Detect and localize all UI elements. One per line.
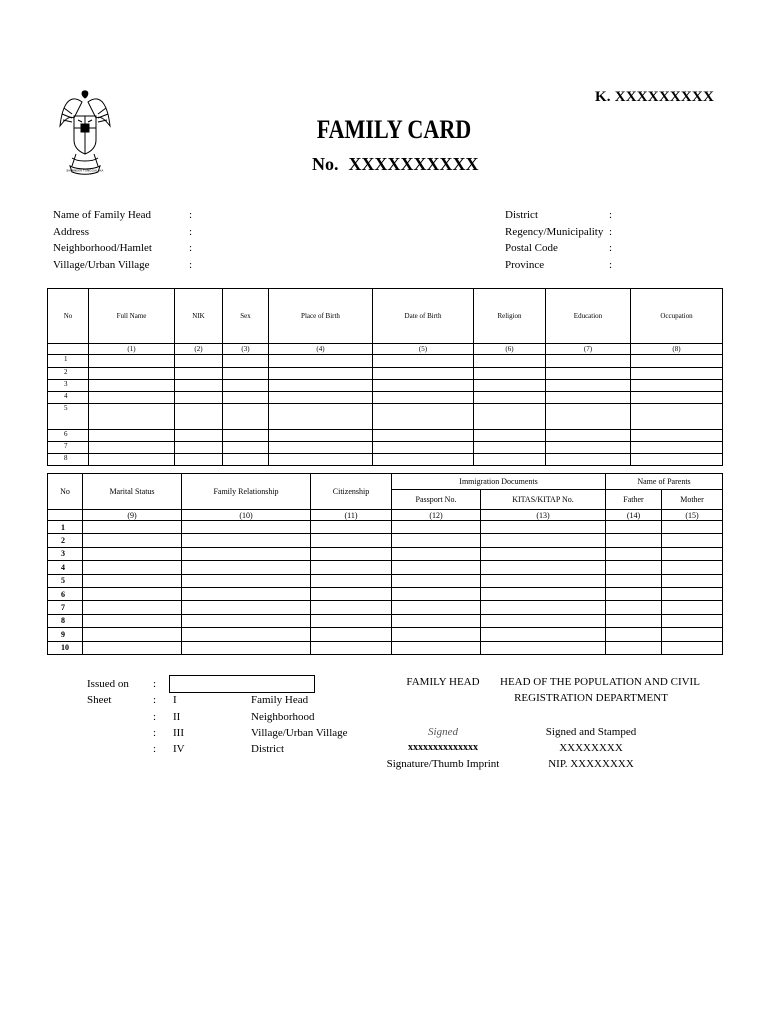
table-cell (606, 561, 662, 574)
table-cell (175, 368, 223, 380)
header-cell: Mother (662, 490, 723, 510)
table-cell (311, 614, 392, 627)
table-cell (373, 355, 474, 368)
table-cell (606, 534, 662, 547)
colon: : (153, 678, 157, 690)
table-cell (175, 380, 223, 392)
column-number-cell: (13) (481, 510, 606, 521)
header-cell: Father (606, 490, 662, 510)
info-label-regency: Regency/Municipality (505, 225, 604, 238)
row-number-cell: 9 (48, 628, 83, 641)
table-cell (392, 547, 481, 560)
header-cell: No (48, 474, 83, 510)
table-cell (373, 430, 474, 442)
table-cell (83, 601, 182, 614)
sheet-name: District (251, 743, 284, 755)
column-number-cell: (4) (269, 344, 373, 355)
info-right (505, 207, 635, 273)
table-cell (662, 601, 723, 614)
table-cell (269, 392, 373, 404)
table-cell (89, 404, 175, 430)
row-number-cell: 1 (48, 521, 83, 534)
table-cell (182, 534, 311, 547)
table-cell (546, 380, 631, 392)
table-cell (175, 430, 223, 442)
table-cell (392, 587, 481, 600)
colon: : (609, 258, 613, 271)
header-cell: Family Relationship (182, 474, 311, 510)
table-cell (474, 368, 546, 380)
table-cell (662, 574, 723, 587)
sheet-roman: II (173, 711, 181, 723)
table-cell (474, 355, 546, 368)
table-cell (182, 628, 311, 641)
info-label-province: Province (505, 258, 545, 271)
info-label-neighborhood: Neighborhood/Hamlet (53, 242, 152, 254)
header-cell: Name of Parents (606, 474, 723, 490)
column-number-cell: (6) (474, 344, 546, 355)
table-row (48, 380, 723, 392)
column-number-row (48, 344, 723, 355)
table-cell (89, 392, 175, 404)
table-cell (182, 547, 311, 560)
table-row (48, 355, 723, 368)
table-cell (481, 614, 606, 627)
table-cell (392, 521, 481, 534)
table-cell (175, 392, 223, 404)
colon: : (153, 743, 157, 755)
info-label-district: District (505, 209, 538, 221)
info-label-village: Village/Urban Village (53, 258, 150, 271)
table-cell (223, 380, 269, 392)
table-cell (89, 454, 175, 466)
table-cell (223, 404, 269, 430)
table-cell (631, 355, 723, 368)
header-cell: Passport No. (392, 490, 481, 510)
table-cell (606, 547, 662, 560)
row-number-cell: 1 (48, 355, 89, 368)
table-cell (481, 641, 606, 654)
colon: : (153, 711, 157, 723)
table-cell (392, 628, 481, 641)
table-cell (89, 380, 175, 392)
row-number-cell: 2 (48, 368, 89, 380)
column-number-cell (48, 510, 83, 521)
sheet-roman: IV (173, 743, 185, 755)
table-cell (373, 392, 474, 404)
svg-text:BHINNEKA TUNGGAL IKA: BHINNEKA TUNGGAL IKA (66, 168, 104, 173)
table-cell (89, 430, 175, 442)
header-cell: Education (546, 289, 631, 344)
column-number-row (48, 510, 723, 521)
row-number-cell: 4 (48, 561, 83, 574)
table-cell (89, 368, 175, 380)
table-cell (311, 641, 392, 654)
table-cell (662, 614, 723, 627)
header-cell: Date of Birth (373, 289, 474, 344)
table-cell (175, 454, 223, 466)
table-cell (269, 380, 373, 392)
table-cell (546, 355, 631, 368)
table-cell (83, 561, 182, 574)
issued-on-field[interactable] (169, 675, 315, 693)
table-row (48, 442, 723, 454)
row-number-cell: 7 (48, 601, 83, 614)
table-cell (182, 601, 311, 614)
table-cell (373, 404, 474, 430)
table-cell (606, 641, 662, 654)
column-number-cell: (3) (223, 344, 269, 355)
row-number-cell: 6 (48, 430, 89, 442)
table-cell (481, 574, 606, 587)
table-cell (83, 521, 182, 534)
table-cell (474, 430, 546, 442)
table-cell (546, 392, 631, 404)
table-cell (83, 547, 182, 560)
table-cell (631, 404, 723, 430)
department-name: XXXXXXXX (559, 742, 623, 754)
table-cell (606, 521, 662, 534)
table-row (48, 454, 723, 466)
card-number (312, 154, 479, 175)
column-number-cell: (2) (175, 344, 223, 355)
header-cell: Religion (474, 289, 546, 344)
table-cell (269, 404, 373, 430)
table-cell (481, 601, 606, 614)
table-cell (311, 574, 392, 587)
card-number-value: XXXXXXXXXX (348, 154, 479, 174)
table-cell (392, 574, 481, 587)
family-head-caption: Signature/Thumb Imprint (386, 758, 500, 770)
table-cell (89, 442, 175, 454)
table-row (48, 641, 723, 654)
table-cell (223, 355, 269, 368)
table-cell (175, 404, 223, 430)
table-cell (373, 380, 474, 392)
column-number-cell: (7) (546, 344, 631, 355)
table-cell (662, 547, 723, 560)
table-cell (311, 601, 392, 614)
colon: : (609, 225, 613, 238)
row-number-cell: 7 (48, 442, 89, 454)
table-cell (311, 561, 392, 574)
info-left (53, 207, 233, 273)
table-cell (182, 614, 311, 627)
family-members-table (47, 288, 723, 466)
row-number-cell: 2 (48, 534, 83, 547)
table-cell (223, 368, 269, 380)
family-head-name: xxxxxxxxxxxxxx (408, 742, 478, 753)
column-number-cell: (14) (606, 510, 662, 521)
table-cell (311, 534, 392, 547)
column-number-cell: (5) (373, 344, 474, 355)
header-cell: Place of Birth (269, 289, 373, 344)
header-cell: Sex (223, 289, 269, 344)
table-cell (83, 614, 182, 627)
table-cell (311, 628, 392, 641)
table-cell (631, 454, 723, 466)
sheet-name: Village/Urban Village (251, 727, 348, 739)
header-cell: Immigration Documents (392, 474, 606, 490)
row-number-cell: 4 (48, 392, 89, 404)
row-number-cell: 3 (48, 547, 83, 560)
header-cell: KITAS/KITAP No. (481, 490, 606, 510)
column-number-cell: (1) (89, 344, 175, 355)
table-cell (631, 368, 723, 380)
table-cell (481, 521, 606, 534)
table-cell (606, 587, 662, 600)
table-cell (474, 454, 546, 466)
table-row (48, 561, 723, 574)
info-label-family-head: Name of Family Head (53, 209, 152, 221)
table-cell (481, 628, 606, 641)
column-number-cell: (11) (311, 510, 392, 521)
table-cell (481, 534, 606, 547)
table-cell (83, 534, 182, 547)
table-cell (269, 430, 373, 442)
table-cell (474, 442, 546, 454)
info-label-address: Address (53, 225, 90, 238)
table-cell (89, 355, 175, 368)
department-title-line2: REGISTRATION DEPARTMENT (514, 692, 668, 704)
table-cell (83, 574, 182, 587)
k-number: K. XXXXXXXXX (594, 89, 714, 105)
table-cell (631, 442, 723, 454)
row-number-cell: 3 (48, 380, 89, 392)
table-cell (546, 442, 631, 454)
colon: : (609, 209, 613, 221)
colon: : (153, 694, 157, 706)
table-cell (546, 454, 631, 466)
table-cell (474, 380, 546, 392)
table-cell (269, 368, 373, 380)
table-cell (631, 380, 723, 392)
column-number-cell (48, 344, 89, 355)
table-cell (662, 641, 723, 654)
table-row (48, 521, 723, 534)
family-head-title: FAMILY HEAD (406, 676, 480, 688)
table-header-row (48, 289, 723, 344)
table-row (48, 628, 723, 641)
table-cell (606, 601, 662, 614)
table-cell (269, 442, 373, 454)
table-row (48, 404, 723, 430)
sheet-name: Neighborhood (251, 711, 315, 723)
table-cell (662, 587, 723, 600)
colon: : (189, 209, 193, 221)
table-cell (83, 628, 182, 641)
table-row (48, 601, 723, 614)
table-cell (182, 587, 311, 600)
page-title: FAMILY CARD (316, 115, 472, 144)
row-number-cell: 5 (48, 404, 89, 430)
table-cell (546, 430, 631, 442)
table-cell (175, 442, 223, 454)
header-cell: No (48, 289, 89, 344)
table-cell (631, 430, 723, 442)
issued-on-label: Issued on (87, 678, 129, 690)
table-cell (373, 454, 474, 466)
colon: : (153, 727, 157, 739)
colon: : (189, 242, 193, 254)
table-cell (182, 521, 311, 534)
table-cell (392, 601, 481, 614)
row-number-cell: 6 (48, 587, 83, 600)
row-number-cell: 5 (48, 574, 83, 587)
department-nip: NIP. XXXXXXXX (548, 758, 634, 770)
department-title-line1: HEAD OF THE POPULATION AND CIVIL (500, 676, 700, 688)
table-row (48, 587, 723, 600)
header-cell: NIK (175, 289, 223, 344)
header-cell: Full Name (89, 289, 175, 344)
table-cell (269, 454, 373, 466)
row-number-cell: 10 (48, 641, 83, 654)
table-cell (392, 614, 481, 627)
table-cell (481, 561, 606, 574)
table-row (48, 534, 723, 547)
column-number-cell: (8) (631, 344, 723, 355)
table-cell (392, 534, 481, 547)
table-cell (182, 561, 311, 574)
family-details-table (47, 473, 723, 655)
sheet-name: Family Head (251, 694, 309, 706)
table-cell (631, 392, 723, 404)
table-cell (83, 641, 182, 654)
table-cell (311, 587, 392, 600)
table-cell (223, 392, 269, 404)
table-cell (481, 547, 606, 560)
table-cell (392, 561, 481, 574)
header-cell: Marital Status (83, 474, 182, 510)
header-cell: Citizenship (311, 474, 392, 510)
family-head-signed: Signed (428, 726, 458, 738)
table-cell (223, 430, 269, 442)
table-row (48, 392, 723, 404)
colon: : (609, 242, 613, 254)
department-signed: Signed and Stamped (545, 726, 637, 738)
sheet-label: Sheet (87, 694, 112, 706)
table-row (48, 574, 723, 587)
table-row (48, 430, 723, 442)
card-number-label: No. (312, 154, 339, 174)
row-number-cell: 8 (48, 614, 83, 627)
sheet-roman: III (173, 727, 184, 739)
table-cell (269, 355, 373, 368)
sheet-roman: I (173, 694, 177, 706)
table-cell (481, 587, 606, 600)
table-cell (223, 454, 269, 466)
table-cell (392, 641, 481, 654)
table-cell (311, 521, 392, 534)
row-number-cell: 8 (48, 454, 89, 466)
header-cell: Occupation (631, 289, 723, 344)
colon: : (189, 258, 193, 271)
table-cell (474, 404, 546, 430)
table-cell (662, 534, 723, 547)
column-number-cell: (15) (662, 510, 723, 521)
info-label-postal-code: Postal Code (505, 242, 558, 254)
table-cell (662, 561, 723, 574)
table-row (48, 368, 723, 380)
table-cell (182, 641, 311, 654)
table-header-row (48, 474, 723, 490)
table-cell (175, 355, 223, 368)
table-cell (606, 614, 662, 627)
column-number-cell: (10) (182, 510, 311, 521)
table-cell (474, 392, 546, 404)
table-cell (662, 521, 723, 534)
table-cell (546, 368, 631, 380)
table-cell (606, 574, 662, 587)
column-number-cell: (9) (83, 510, 182, 521)
table-row (48, 614, 723, 627)
table-cell (83, 587, 182, 600)
table-cell (223, 442, 269, 454)
table-cell (373, 368, 474, 380)
colon: : (189, 225, 193, 238)
table-row (48, 547, 723, 560)
table-cell (311, 547, 392, 560)
table-cell (546, 404, 631, 430)
table-cell (373, 442, 474, 454)
table-cell (182, 574, 311, 587)
column-number-cell: (12) (392, 510, 481, 521)
table-cell (662, 628, 723, 641)
table-cell (606, 628, 662, 641)
